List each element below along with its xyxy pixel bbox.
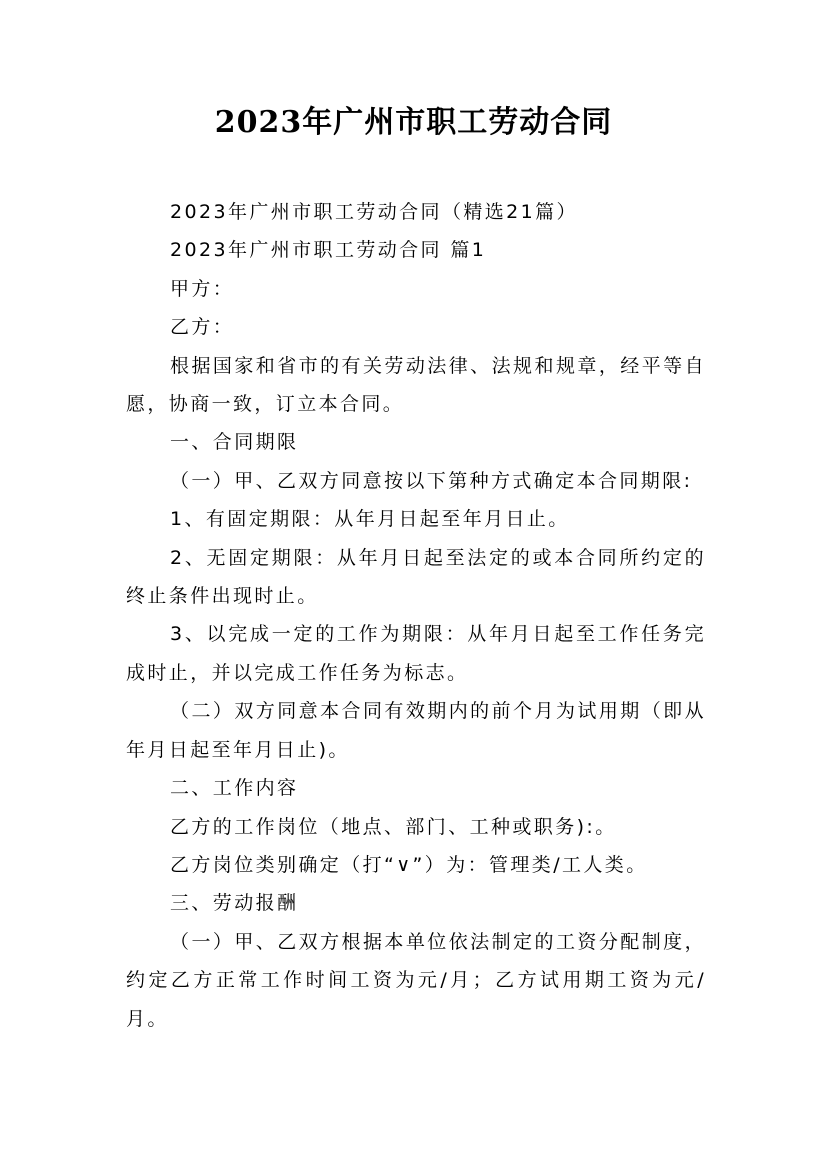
paragraph-wage-agreement: （一）甲、乙双方根据本单位依法制定的工资分配制度，约定乙方正常工作时间工资为元/月；乙方试用期工资为元/月。 — [126, 930, 706, 1030]
paragraph-section-work-content: 二、工作内容 — [170, 777, 299, 800]
paragraph-work-position: 乙方的工作岗位（地点、部门、工种或职务):。 — [170, 815, 617, 838]
paragraph-term-method: （一）甲、乙双方同意按以下第种方式确定本合同期限: — [170, 469, 693, 492]
paragraph-party-a: 甲方： — [170, 277, 235, 300]
paragraph-open-term: 2、无固定期限：从年月日起至法定的或本合同所约定的终止条件出现时止。 — [126, 546, 706, 608]
document-body — [126, 193, 706, 1038]
paragraph-section-contract-term: 一、合同期限 — [170, 431, 299, 454]
paragraph-probation: （二）双方同意本合同有效期内的前个月为试用期（即从年月日起至年月日止)。 — [126, 700, 706, 761]
paragraph-preamble: 根据国家和省市的有关劳动法律、法规和规章，经平等自愿，协商一致，订立本合同。 — [126, 354, 706, 416]
paragraph-section-remuneration: 三、劳动报酬 — [170, 892, 299, 915]
paragraph-task-term: 3、以完成一定的工作为期限：从年月日起至工作任务完成时止，并以完成工作任务为标志。 — [126, 623, 706, 684]
paragraph-fixed-term: 1、有固定期限：从年月日起至年月日止。 — [170, 508, 570, 531]
document-title: 2023年广州市职工劳动合同 — [214, 105, 613, 140]
paragraph-article-heading: 2023年广州市职工劳动合同 篇1 — [170, 239, 487, 262]
paragraph-collection-title: 2023年广州市职工劳动合同（精选21篇） — [170, 201, 578, 223]
paragraph-party-b: 乙方： — [170, 316, 235, 339]
paragraph-position-category: 乙方岗位类别确定（打“∨”）为：管理类/工人类。 — [170, 853, 648, 876]
